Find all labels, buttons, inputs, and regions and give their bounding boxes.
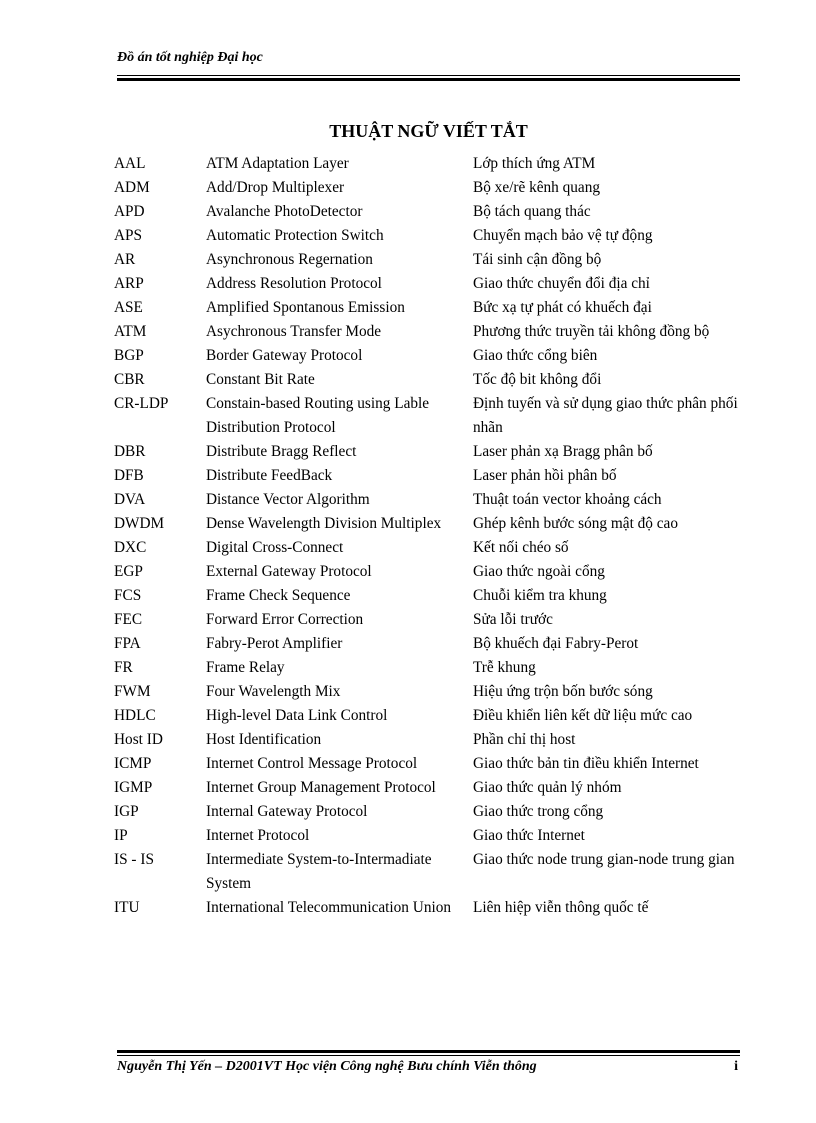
vietnamese-term-cell: Tốc độ bit không đổi (473, 371, 602, 388)
english-term-cell: Asychronous Transfer Mode (206, 323, 382, 340)
vietnamese-term-cell: Lớp thích ứng ATM (473, 155, 596, 172)
footer-rule-bottom (117, 1055, 740, 1056)
english-term-cell: ATM Adaptation Layer (206, 155, 349, 172)
english-term-cell: Four Wavelength Mix (206, 683, 341, 700)
vietnamese-term-cell: Giao thức ngoài cổng (473, 563, 605, 580)
english-term-cell: Fabry-Perot Amplifier (206, 635, 343, 652)
vietnamese-term-cell: Chuyển mạch bảo vệ tự động (473, 227, 653, 244)
abbreviation-table (114, 152, 746, 920)
abbreviation-cell: DWDM (114, 515, 165, 532)
table-row (114, 464, 746, 488)
english-term-cell: Intermediate System-to-Intermadiate System (206, 851, 432, 892)
table-row (114, 800, 746, 824)
english-term-cell: Internet Protocol (206, 827, 310, 844)
page-title: THUẬT NGỮ VIẾT TẮT (329, 121, 528, 141)
abbreviation-cell: APS (114, 227, 143, 244)
vietnamese-term-cell: Bộ xe/rẽ kênh quang (473, 179, 601, 196)
abbreviation-cell: ASE (114, 299, 143, 316)
english-term-cell: Address Resolution Protocol (206, 275, 382, 292)
vietnamese-term-cell: Laser phản hồi phân bố (473, 467, 617, 484)
abbreviation-cell: IGP (114, 803, 139, 820)
vietnamese-term-cell: Định tuyến và sử dụng giao thức phân phối nhãn (473, 395, 738, 436)
table-row (114, 488, 746, 512)
vietnamese-term-cell: Thuật toán vector khoảng cách (473, 491, 662, 508)
abbreviation-cell: DXC (114, 539, 147, 556)
abbreviation-cell: AAL (114, 155, 146, 172)
table-row (114, 272, 746, 296)
table-row (114, 584, 746, 608)
vietnamese-term-cell: Bộ tách quang thác (473, 203, 591, 220)
table-row (114, 368, 746, 392)
abbreviation-cell: Host ID (114, 731, 163, 748)
table-row (114, 632, 746, 656)
english-term-cell: International Telecommunication Union (206, 899, 452, 916)
vietnamese-term-cell: Tái sinh cận đồng bộ (473, 251, 602, 268)
table-row (114, 176, 746, 200)
table-row (114, 776, 746, 800)
table-row (114, 536, 746, 560)
english-term-cell: Frame Relay (206, 659, 285, 676)
english-term-cell: Asynchronous Regernation (206, 251, 373, 268)
table-row (114, 344, 746, 368)
header-text: Đồ án tốt nghiệp Đại học (117, 50, 263, 65)
vietnamese-term-cell: Giao thức Internet (473, 827, 585, 844)
english-term-cell: Automatic Protection Switch (206, 227, 384, 244)
abbreviation-cell: BGP (114, 347, 144, 364)
abbreviation-cell: FCS (114, 587, 142, 604)
table-row (114, 560, 746, 584)
table-row (114, 752, 746, 776)
vietnamese-term-cell: Giao thức quản lý nhóm (473, 779, 622, 796)
vietnamese-term-cell: Giao thức cổng biên (473, 347, 598, 364)
vietnamese-term-cell: Bộ khuếch đại Fabry-Perot (473, 635, 639, 652)
vietnamese-term-cell: Hiệu ứng trộn bốn bước sóng (473, 683, 653, 700)
vietnamese-term-cell: Bức xạ tự phát có khuếch đại (473, 299, 652, 316)
english-term-cell: Constant Bit Rate (206, 371, 315, 388)
vietnamese-term-cell: Kết nối chéo số (473, 539, 569, 556)
table-row (114, 248, 746, 272)
abbreviation-cell: FPA (114, 635, 141, 652)
abbreviation-cell: ARP (114, 275, 144, 292)
english-term-cell: Distance Vector Algorithm (206, 491, 370, 508)
table-row (114, 824, 746, 848)
vietnamese-term-cell: Sửa lỗi trước (473, 611, 553, 628)
abbreviation-table-body (114, 152, 746, 920)
table-row (114, 704, 746, 728)
table-row (114, 848, 746, 896)
abbreviation-cell: DBR (114, 443, 146, 460)
vietnamese-term-cell: Giao thức bản tin điều khiển Internet (473, 755, 699, 772)
english-term-cell: Digital Cross-Connect (206, 539, 344, 556)
english-term-cell: Constain-based Routing using Lable Distribution Protocol (206, 395, 430, 436)
abbreviation-cell: HDLC (114, 707, 156, 724)
table-row (114, 152, 746, 176)
table-row (114, 440, 746, 464)
table-row (114, 320, 746, 344)
vietnamese-term-cell: Giao thức node trung gian-node trung gian (473, 851, 735, 868)
vietnamese-term-cell: Laser phản xạ Bragg phân bố (473, 443, 653, 460)
vietnamese-term-cell: Phần chỉ thị host (473, 731, 576, 748)
english-term-cell: Host Identification (206, 731, 322, 748)
vietnamese-term-cell: Trễ khung (473, 659, 536, 676)
english-term-cell: Internet Control Message Protocol (206, 755, 418, 772)
english-term-cell: Distribute FeedBack (206, 467, 333, 484)
header-rule-top (117, 75, 740, 76)
abbreviation-cell: APD (114, 203, 145, 220)
abbreviation-cell: CR-LDP (114, 395, 169, 412)
english-term-cell: Frame Check Sequence (206, 587, 351, 604)
english-term-cell: Forward Error Correction (206, 611, 364, 628)
abbreviation-cell: ITU (114, 899, 140, 916)
abbreviation-cell: FEC (114, 611, 143, 628)
abbreviation-cell: AR (114, 251, 136, 268)
table-row (114, 296, 746, 320)
english-term-cell: Distribute Bragg Reflect (206, 443, 357, 460)
english-term-cell: Add/Drop Multiplexer (206, 179, 345, 196)
vietnamese-term-cell: Liên hiệp viễn thông quốc tế (473, 899, 649, 916)
abbreviation-cell: ADM (114, 179, 150, 196)
footer-rule-top (117, 1050, 740, 1053)
table-row (114, 656, 746, 680)
abbreviation-cell: DFB (114, 467, 144, 484)
abbreviation-cell: DVA (114, 491, 146, 508)
english-term-cell: Avalanche PhotoDetector (206, 203, 363, 220)
table-row (114, 896, 746, 920)
vietnamese-term-cell: Giao thức chuyển đổi địa chỉ (473, 275, 650, 292)
vietnamese-term-cell: Ghép kênh bước sóng mật độ cao (473, 515, 678, 532)
table-row (114, 224, 746, 248)
vietnamese-term-cell: Chuỗi kiểm tra khung (473, 587, 607, 604)
english-term-cell: External Gateway Protocol (206, 563, 372, 580)
table-row (114, 608, 746, 632)
abbreviation-cell: IP (114, 827, 128, 844)
vietnamese-term-cell: Phương thức truyền tải không đồng bộ (473, 323, 710, 340)
abbreviation-cell: ICMP (114, 755, 152, 772)
english-term-cell: High-level Data Link Control (206, 707, 388, 724)
vietnamese-term-cell: Điều khiển liên kết dữ liệu mức cao (473, 707, 693, 724)
table-row (114, 680, 746, 704)
english-term-cell: Internet Group Management Protocol (206, 779, 436, 796)
abbreviation-cell: EGP (114, 563, 143, 580)
abbreviation-cell: FWM (114, 683, 151, 700)
table-row (114, 512, 746, 536)
abbreviation-cell: ATM (114, 323, 147, 340)
english-term-cell: Dense Wavelength Division Multiplex (206, 515, 442, 532)
abbreviation-cell: IGMP (114, 779, 153, 796)
page-number: i (734, 1059, 738, 1074)
vietnamese-term-cell: Giao thức trong cổng (473, 803, 604, 820)
header-rule-bottom (117, 78, 740, 81)
table-row (114, 392, 746, 440)
english-term-cell: Internal Gateway Protocol (206, 803, 368, 820)
footer-text: Nguyễn Thị Yến – D2001VT Học viện Công nghệ Bưu chính Viễn thông (117, 1059, 537, 1074)
english-term-cell: Border Gateway Protocol (206, 347, 363, 364)
abbreviation-cell: FR (114, 659, 133, 676)
table-row (114, 200, 746, 224)
abbreviation-cell: CBR (114, 371, 145, 388)
abbreviation-cell: IS - IS (114, 851, 154, 868)
english-term-cell: Amplified Spontanous Emission (206, 299, 405, 316)
table-row (114, 728, 746, 752)
